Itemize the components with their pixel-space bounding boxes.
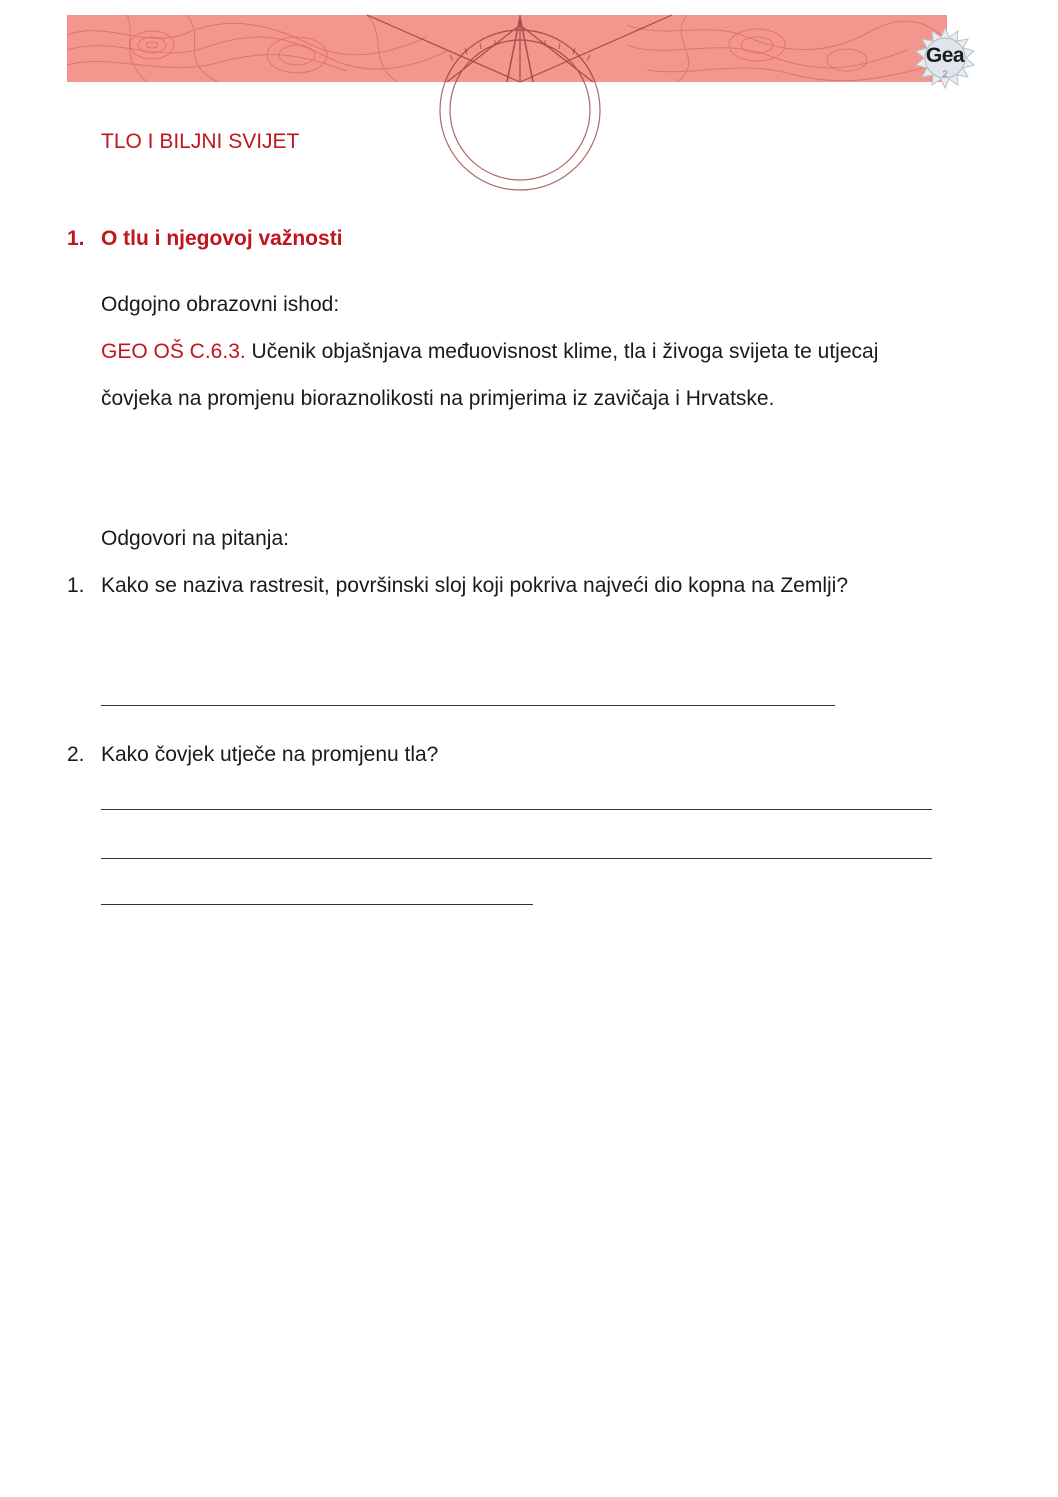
outcome-text: Učenik objašnjava međuovisnost klime, tla i živoga svijeta te utjecaj čovjeka na promjenu bioraznolikosti na primjerima iz zavičaja i Hrvatske.: [101, 340, 879, 410]
answer-line[interactable]: [101, 858, 932, 859]
answer-line[interactable]: [101, 904, 533, 905]
answer-line[interactable]: [101, 705, 835, 706]
header-banner: [67, 15, 965, 82]
question-number: 2.: [67, 743, 85, 766]
logo-number: 2: [942, 69, 948, 79]
logo-text: Gea: [925, 44, 965, 67]
answer-line[interactable]: [101, 809, 932, 810]
instructions: Odgovori na pitanja:: [101, 527, 289, 550]
question-text: Kako čovjek utječe na promjenu tla?: [101, 743, 439, 766]
outcome-paragraph: [101, 328, 901, 422]
topographic-map-pattern: [67, 15, 947, 82]
gea-logo: [914, 27, 976, 89]
section-title: O tlu i njegovoj važnosti: [101, 227, 343, 250]
section-number: 1.: [67, 227, 85, 250]
question-text: Kako se naziva rastresit, površinski sloj koji pokriva najveći dio kopna na Zemlji?: [101, 574, 848, 597]
outcome-label: Odgojno obrazovni ishod:: [101, 293, 340, 316]
page-title: TLO I BILJNI SVIJET: [101, 130, 300, 153]
outcome-code: GEO OŠ C.6.3.: [101, 340, 246, 363]
question-number: 1.: [67, 574, 85, 597]
